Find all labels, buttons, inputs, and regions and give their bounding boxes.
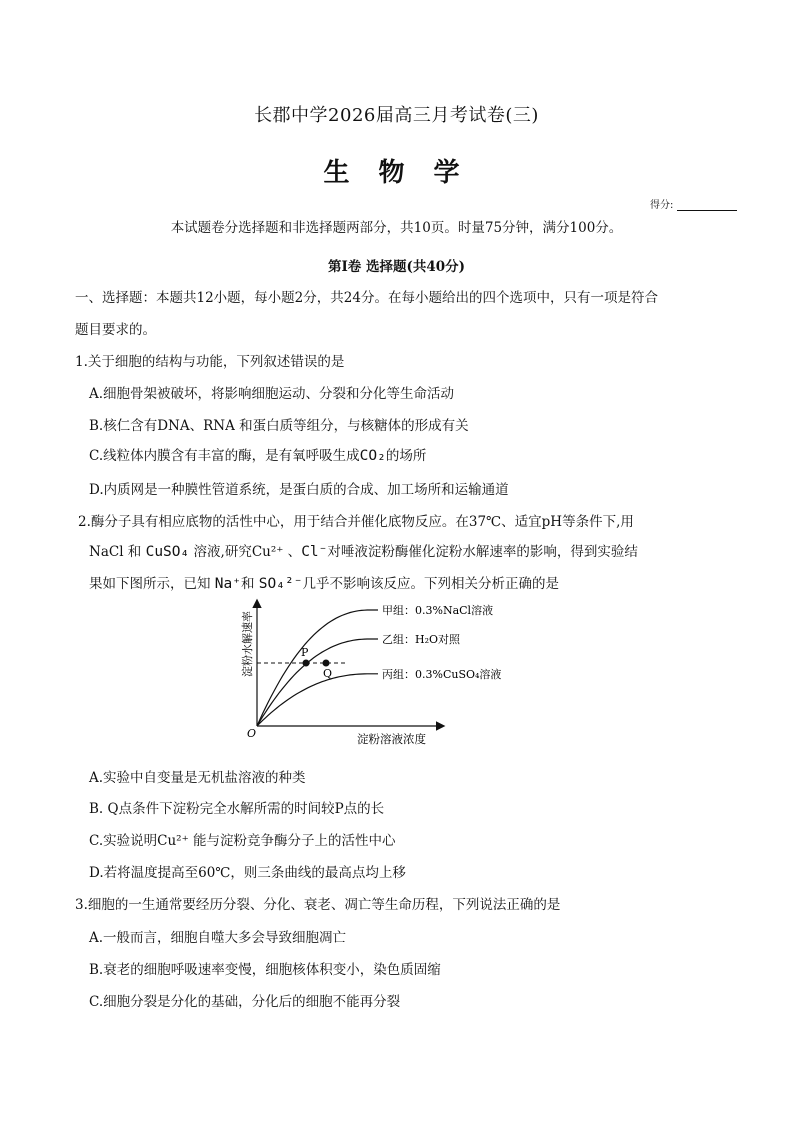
section-instructions-line1: 一、选择题：本题共12小题，每小题2分，共24分。在每小题给出的四个选项中，只有一项是符合 (75, 290, 658, 306)
cl-ion-formula: Cl⁻ (301, 544, 328, 560)
question-1-option-b[interactable]: B.核仁含有DNA、RNA 和蛋白质等组分，与核糖体的形成有关 (89, 418, 469, 434)
question-2-option-c[interactable]: C.实验说明Cu²⁺ 能与淀粉竞争酶分子上的活性中心 (89, 833, 396, 849)
question-1-option-c[interactable] (89, 444, 426, 464)
series-curves (257, 610, 378, 726)
series-line-yi (257, 639, 378, 726)
question-1-stem: 1.关于细胞的结构与功能，下列叙述错误的是 (75, 354, 345, 370)
exam-title: 长郡中学2026届高三月考试卷(三) (254, 105, 539, 126)
subject-title: 生 物 学 (323, 158, 470, 188)
stem-text: NaCl 和 (89, 544, 146, 560)
question-1-option-c-tail: 的场所 (385, 448, 427, 464)
origin-label: O (247, 727, 257, 740)
score-field[interactable] (650, 196, 737, 211)
question-1-option-c-text: C.线粒体内膜含有丰富的酶，是有氧呼吸生成 (89, 448, 360, 464)
series-label-yi: 乙组：H₂O对照 (382, 633, 461, 646)
question-2-stem-line1: 2.酶分子具有相应底物的活性中心，用于结合并催化底物反应。在37℃、适宜pH等条件下,用 (78, 514, 634, 530)
series-label-jia: 甲组：0.3%NaCl溶液 (382, 604, 494, 617)
point-q (323, 660, 330, 667)
exam-intro: 本试题卷分选择题和非选择题两部分，共10页。时量75分钟，满分100分。 (170, 220, 623, 236)
question-2-stem-line3 (89, 572, 559, 592)
score-label: 得分: (650, 200, 674, 211)
question-2-option-a[interactable]: A.实验中自变量是无机盐溶液的种类 (89, 770, 306, 786)
co2-formula: CO₂ (359, 448, 386, 464)
question-2-stem-line2 (89, 540, 638, 560)
question-1-option-a[interactable]: A.细胞骨架被破坏，将影响细胞运动、分裂和分化等生命活动 (89, 386, 455, 402)
point-label-p: P (301, 646, 309, 659)
x-axis-label: 淀粉溶液浓度 (357, 732, 426, 746)
series-label-bing: 丙组：0.3%CuSO₄溶液 (382, 667, 502, 681)
stem-text: 溶液,研究Cu²⁺ 、 (189, 544, 302, 560)
point-label-q: Q (323, 667, 333, 680)
part-title: 第Ⅰ卷 选择题(共40分) (327, 259, 466, 275)
cuso4-formula: CuSO₄ (145, 544, 190, 560)
y-axis-label: 淀粉水解速率 (241, 611, 254, 677)
stem-text: 和 (241, 576, 259, 592)
score-blank[interactable] (677, 200, 737, 211)
point-p (303, 660, 310, 667)
question-3-stem: 3.细胞的一生通常要经历分裂、分化、衰老、凋亡等生命历程，下列说法正确的是 (75, 897, 561, 913)
series-legend-labels (382, 603, 501, 681)
na-ion-formula: Na⁺ (214, 576, 241, 592)
question-1-option-d[interactable]: D.内质网是一种膜性管道系统，是蛋白质的合成、加工场所和运输通道 (89, 482, 509, 498)
question-2-option-b[interactable]: B. Q点条件下淀粉完全水解所需的时间较P点的长 (89, 801, 385, 817)
stem-text: 果如下图所示，已知 (89, 576, 215, 592)
section-instructions-line2: 题目要求的。 (75, 322, 156, 338)
question-3-option-c[interactable]: C.细胞分裂是分化的基础，分化后的细胞不能再分裂 (89, 994, 401, 1010)
question-3-option-b[interactable]: B.衰老的细胞呼吸速率变慢，细胞核体积变小，染色质固缩 (89, 962, 441, 978)
series-line-bing (257, 674, 378, 726)
so4-ion-formula: SO₄²⁻ (258, 576, 303, 592)
enzyme-rate-chart (230, 595, 570, 750)
stem-text: 几乎不影响该反应。下列相关分析正确的是 (302, 576, 559, 592)
stem-text: 对唾液淀粉酶催化淀粉水解速率的影响，得到实验结 (327, 544, 638, 560)
question-2-option-d[interactable]: D.若将温度提高至60℃，则三条曲线的最高点均上移 (89, 865, 406, 881)
question-3-option-a[interactable]: A.一般而言，细胞自噬大多会导致细胞凋亡 (89, 930, 347, 946)
